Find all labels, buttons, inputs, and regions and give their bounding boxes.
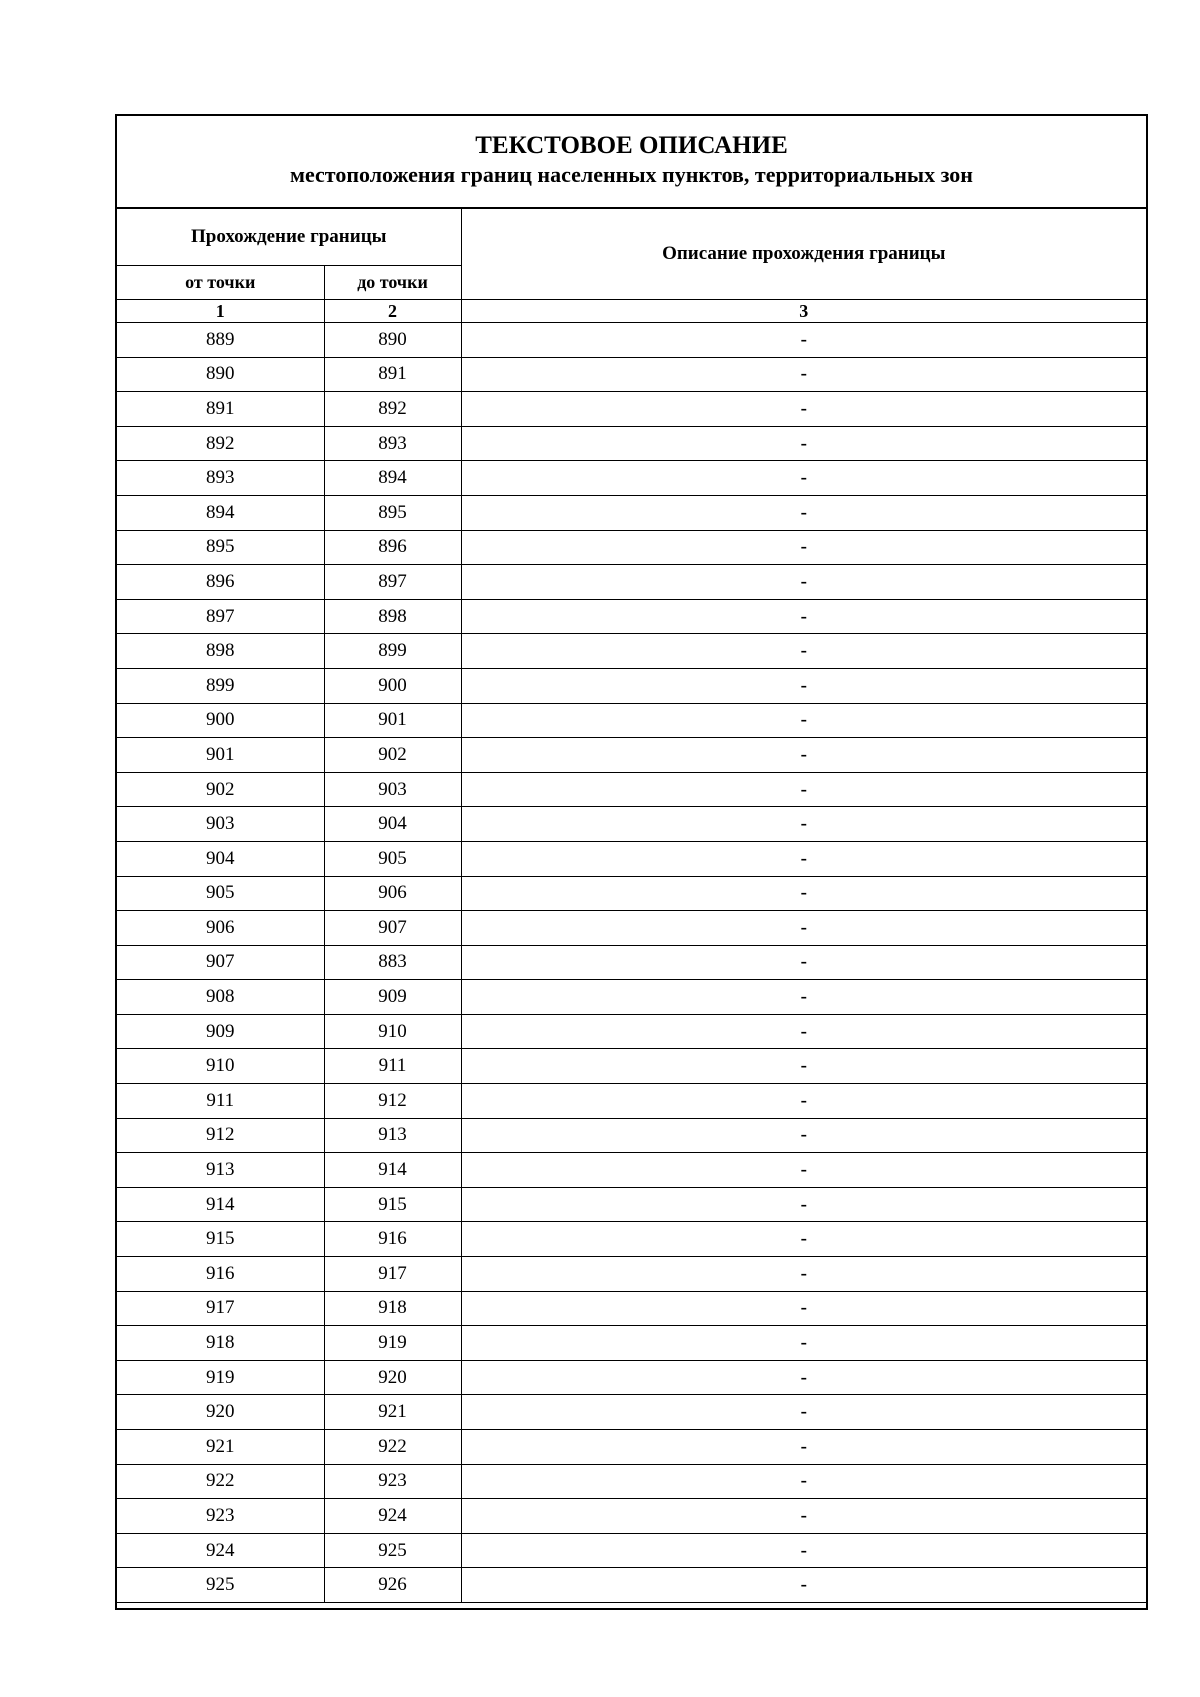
from-point-cell: 906 xyxy=(117,911,324,946)
description-cell: - xyxy=(461,1464,1146,1499)
header-to-point: до точки xyxy=(324,266,461,300)
from-point-cell: 925 xyxy=(117,1568,324,1603)
table-row xyxy=(117,530,1146,565)
from-point-cell: 898 xyxy=(117,634,324,669)
description-cell: - xyxy=(461,1430,1146,1465)
table-row xyxy=(117,461,1146,496)
table-row xyxy=(117,1257,1146,1292)
to-point-cell: 925 xyxy=(324,1533,461,1568)
description-cell: - xyxy=(461,1222,1146,1257)
to-point-cell: 922 xyxy=(324,1430,461,1465)
description-cell: - xyxy=(461,1084,1146,1119)
description-cell: - xyxy=(461,980,1146,1015)
to-point-cell: 890 xyxy=(324,323,461,358)
to-point-cell: 919 xyxy=(324,1326,461,1361)
table-row xyxy=(117,945,1146,980)
from-point-cell: 922 xyxy=(117,1464,324,1499)
header-from-point: от точки xyxy=(117,266,324,300)
column-number-1: 1 xyxy=(117,300,324,323)
description-cell: - xyxy=(461,1257,1146,1292)
header-description: Описание прохождения границы xyxy=(461,209,1146,300)
to-point-cell: 926 xyxy=(324,1568,461,1603)
to-point-cell: 924 xyxy=(324,1499,461,1534)
description-cell: - xyxy=(461,1568,1146,1603)
table-row xyxy=(117,703,1146,738)
description-cell: - xyxy=(461,1360,1146,1395)
boundary-table xyxy=(117,208,1146,1602)
from-point-cell: 890 xyxy=(117,357,324,392)
header-passage: Прохождение границы xyxy=(117,209,461,266)
description-cell: - xyxy=(461,945,1146,980)
from-point-cell: 918 xyxy=(117,1326,324,1361)
from-point-cell: 889 xyxy=(117,323,324,358)
from-point-cell: 923 xyxy=(117,1499,324,1534)
description-cell: - xyxy=(461,1395,1146,1430)
description-cell: - xyxy=(461,357,1146,392)
title-block xyxy=(117,116,1146,208)
from-point-cell: 893 xyxy=(117,461,324,496)
from-point-cell: 911 xyxy=(117,1084,324,1119)
to-point-cell: 883 xyxy=(324,945,461,980)
to-point-cell: 893 xyxy=(324,426,461,461)
to-point-cell: 896 xyxy=(324,530,461,565)
description-cell: - xyxy=(461,495,1146,530)
description-cell: - xyxy=(461,392,1146,427)
to-point-cell: 891 xyxy=(324,357,461,392)
table-row xyxy=(117,1568,1146,1603)
from-point-cell: 902 xyxy=(117,772,324,807)
document-title: ТЕКСТОВОЕ ОПИСАНИЕ xyxy=(475,132,788,159)
description-cell: - xyxy=(461,703,1146,738)
description-cell: - xyxy=(461,426,1146,461)
description-cell: - xyxy=(461,1153,1146,1188)
table-row xyxy=(117,668,1146,703)
from-point-cell: 908 xyxy=(117,980,324,1015)
column-number-2: 2 xyxy=(324,300,461,323)
from-point-cell: 912 xyxy=(117,1118,324,1153)
table-row xyxy=(117,1326,1146,1361)
table-row xyxy=(117,1291,1146,1326)
from-point-cell: 917 xyxy=(117,1291,324,1326)
description-cell: - xyxy=(461,807,1146,842)
to-point-cell: 895 xyxy=(324,495,461,530)
table-row xyxy=(117,772,1146,807)
table-row xyxy=(117,1222,1146,1257)
from-point-cell: 907 xyxy=(117,945,324,980)
to-point-cell: 898 xyxy=(324,599,461,634)
table-row xyxy=(117,1118,1146,1153)
to-point-cell: 906 xyxy=(324,876,461,911)
to-point-cell: 899 xyxy=(324,634,461,669)
to-point-cell: 909 xyxy=(324,980,461,1015)
table-row xyxy=(117,1084,1146,1119)
table-row xyxy=(117,1360,1146,1395)
to-point-cell: 901 xyxy=(324,703,461,738)
to-point-cell: 923 xyxy=(324,1464,461,1499)
table-row xyxy=(117,1049,1146,1084)
description-cell: - xyxy=(461,738,1146,773)
description-cell: - xyxy=(461,1014,1146,1049)
to-point-cell: 920 xyxy=(324,1360,461,1395)
to-point-cell: 917 xyxy=(324,1257,461,1292)
to-point-cell: 904 xyxy=(324,807,461,842)
to-point-cell: 902 xyxy=(324,738,461,773)
to-point-cell: 914 xyxy=(324,1153,461,1188)
description-cell: - xyxy=(461,1499,1146,1534)
table-row xyxy=(117,738,1146,773)
to-point-cell: 903 xyxy=(324,772,461,807)
from-point-cell: 895 xyxy=(117,530,324,565)
from-point-cell: 892 xyxy=(117,426,324,461)
table-row xyxy=(117,1533,1146,1568)
from-point-cell: 915 xyxy=(117,1222,324,1257)
from-point-cell: 913 xyxy=(117,1153,324,1188)
description-cell: - xyxy=(461,1291,1146,1326)
to-point-cell: 912 xyxy=(324,1084,461,1119)
table-row xyxy=(117,807,1146,842)
description-cell: - xyxy=(461,1187,1146,1222)
from-point-cell: 901 xyxy=(117,738,324,773)
description-cell: - xyxy=(461,599,1146,634)
from-point-cell: 910 xyxy=(117,1049,324,1084)
table-row xyxy=(117,1395,1146,1430)
to-point-cell: 897 xyxy=(324,565,461,600)
from-point-cell: 919 xyxy=(117,1360,324,1395)
from-point-cell: 897 xyxy=(117,599,324,634)
table-row xyxy=(117,392,1146,427)
description-cell: - xyxy=(461,876,1146,911)
table-row xyxy=(117,911,1146,946)
table-row xyxy=(117,876,1146,911)
to-point-cell: 913 xyxy=(324,1118,461,1153)
description-cell: - xyxy=(461,841,1146,876)
to-point-cell: 921 xyxy=(324,1395,461,1430)
description-cell: - xyxy=(461,461,1146,496)
table-body xyxy=(117,323,1146,1603)
table-row xyxy=(117,1464,1146,1499)
table-row xyxy=(117,1153,1146,1188)
from-point-cell: 904 xyxy=(117,841,324,876)
table-row xyxy=(117,1430,1146,1465)
to-point-cell: 900 xyxy=(324,668,461,703)
table-row xyxy=(117,426,1146,461)
from-point-cell: 891 xyxy=(117,392,324,427)
table-row xyxy=(117,634,1146,669)
description-cell: - xyxy=(461,911,1146,946)
to-point-cell: 892 xyxy=(324,392,461,427)
from-point-cell: 909 xyxy=(117,1014,324,1049)
table-row xyxy=(117,1187,1146,1222)
description-cell: - xyxy=(461,634,1146,669)
to-point-cell: 918 xyxy=(324,1291,461,1326)
document-subtitle: местоположения границ населенных пунктов, территориальных зон xyxy=(290,162,973,187)
from-point-cell: 916 xyxy=(117,1257,324,1292)
description-cell: - xyxy=(461,565,1146,600)
table-row xyxy=(117,565,1146,600)
boundary-description-document xyxy=(115,114,1148,1610)
description-cell: - xyxy=(461,1049,1146,1084)
from-point-cell: 920 xyxy=(117,1395,324,1430)
description-cell: - xyxy=(461,668,1146,703)
from-point-cell: 894 xyxy=(117,495,324,530)
description-cell: - xyxy=(461,772,1146,807)
table-row xyxy=(117,1499,1146,1534)
table-row xyxy=(117,357,1146,392)
table-bottom-rule xyxy=(117,1602,1146,1608)
column-number-3: 3 xyxy=(461,300,1146,323)
from-point-cell: 924 xyxy=(117,1533,324,1568)
table-row xyxy=(117,323,1146,358)
to-point-cell: 911 xyxy=(324,1049,461,1084)
to-point-cell: 907 xyxy=(324,911,461,946)
from-point-cell: 900 xyxy=(117,703,324,738)
table-row xyxy=(117,599,1146,634)
table-row xyxy=(117,495,1146,530)
to-point-cell: 905 xyxy=(324,841,461,876)
description-cell: - xyxy=(461,1118,1146,1153)
to-point-cell: 915 xyxy=(324,1187,461,1222)
from-point-cell: 903 xyxy=(117,807,324,842)
from-point-cell: 921 xyxy=(117,1430,324,1465)
from-point-cell: 914 xyxy=(117,1187,324,1222)
description-cell: - xyxy=(461,530,1146,565)
to-point-cell: 916 xyxy=(324,1222,461,1257)
to-point-cell: 894 xyxy=(324,461,461,496)
from-point-cell: 896 xyxy=(117,565,324,600)
table-row xyxy=(117,841,1146,876)
description-cell: - xyxy=(461,323,1146,358)
to-point-cell: 910 xyxy=(324,1014,461,1049)
from-point-cell: 899 xyxy=(117,668,324,703)
description-cell: - xyxy=(461,1326,1146,1361)
from-point-cell: 905 xyxy=(117,876,324,911)
description-cell: - xyxy=(461,1533,1146,1568)
table-row xyxy=(117,1014,1146,1049)
table-row xyxy=(117,980,1146,1015)
